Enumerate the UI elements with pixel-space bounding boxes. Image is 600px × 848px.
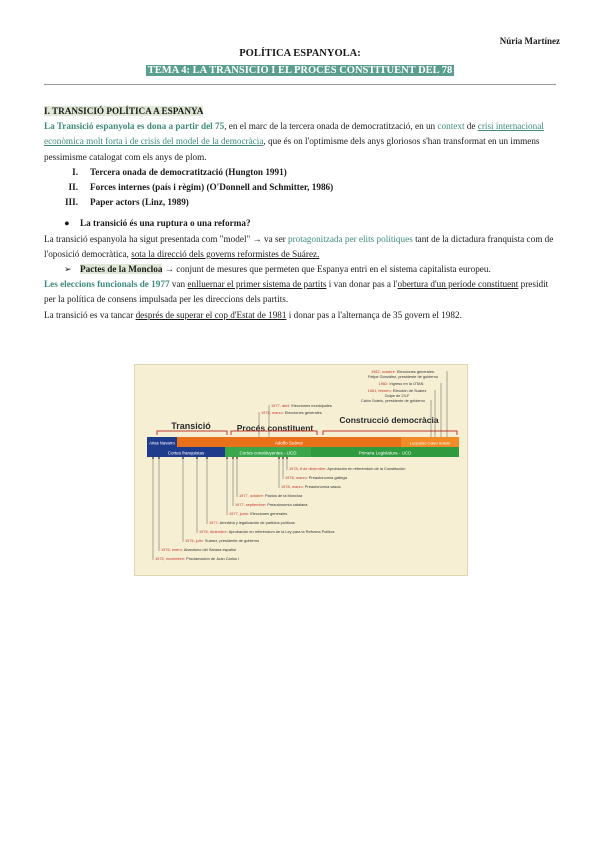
phase-proces: Procés constituent: [236, 423, 314, 433]
intro-text-1: , en el marc de la tercera onada de democratització, en un: [224, 121, 438, 132]
elections-text-1: van: [169, 279, 188, 290]
bullet-dot-icon: ●: [64, 218, 70, 229]
moncloa-item: [64, 262, 556, 277]
list-item: [44, 165, 556, 180]
timeline-marker: [282, 457, 284, 459]
timeline-event-label: 1977, septiembre: Preautonomía catalana: [235, 502, 308, 507]
document-subtitle: [0, 60, 600, 78]
timeline-marker: [226, 457, 228, 459]
list-number: III.: [64, 197, 78, 208]
timeline-event-label: 1978, marzo: Preautonomía gallega: [285, 475, 347, 480]
header-divider: [44, 84, 556, 85]
closing-u1: després de superar el cop d'Estat de 1981: [135, 309, 287, 320]
elections-u2: obertura d'un període constituent: [397, 279, 519, 290]
model-text-2: tant de la dictadura franquista com de l'oposició democràtica,: [44, 233, 554, 259]
section-heading-text: I. TRANSICIÓ POLÍTICA A ESPANYA: [44, 106, 204, 116]
timeline-event-label: 1982: Ingreso en la OTAN: [378, 381, 424, 386]
list-number: II.: [68, 182, 78, 193]
timeline-event-label: 1977, octubre: Pactos de la Moncloa: [239, 493, 303, 498]
moncloa-label: Pactes de la Moncloa: [80, 264, 163, 275]
timeline-marker: [158, 457, 160, 459]
author-name: Núria Martínez: [499, 36, 560, 46]
timeline-event-label: Golpe de 23-F: [384, 393, 410, 398]
timeline-marker: [236, 457, 238, 459]
model-text-1: La transició espanyola ha sigut presentada com "model" → va ser: [44, 233, 289, 244]
question-bullet: [64, 216, 556, 231]
model-elits: protagonitzada per elits polítiques: [288, 233, 413, 244]
question-text: La transició és una ruptura o una reforma?: [80, 218, 251, 229]
timeline-event-label: 1976, julio: Suárez, presidente de gobierno: [185, 538, 260, 543]
timeline-event-label: Calvo Sotelo, presidente de gobierno: [360, 398, 426, 403]
elections-u1: enlluernar el primer sistema de partits: [187, 279, 327, 290]
timeline-event-label: 1978, marzo: Elecciones generales: [261, 410, 322, 415]
paragraph-elections: [44, 277, 556, 307]
timeline-marker: [232, 457, 234, 459]
model-suarez: sota la direcció dels governs reformistes de Suárez.: [131, 248, 320, 259]
timeline-event-label: Felipe González, presidente de gobierno: [367, 374, 439, 379]
timeline-event-label: 1977: Amnistía y legalización de partidos políticos: [209, 520, 295, 525]
list-bold: Forces internes (país i règim): [90, 182, 205, 193]
timeline-event-label: 1977, junio: Elecciones generales: [229, 511, 288, 516]
bar-suarez-label: Adolfo Suárez: [274, 440, 304, 446]
phase-transicio: Transició: [171, 421, 211, 431]
timeline-event-label: 1977, abril: Elecciones municipales: [271, 403, 332, 408]
timeline-event-label: 1982, octubre: Elecciones generales.: [370, 369, 436, 374]
list-rest: (Linz, 1989): [139, 197, 189, 208]
bar-primera-legislatura-label: Primera Legislatura - UCD: [358, 450, 412, 456]
closing-text-1: La transició es va tancar: [44, 309, 136, 320]
timeline-marker: [196, 457, 198, 459]
phase-construccio: Construcció democràcia: [339, 415, 439, 425]
bar-cortes-franquistas-label: Cortes franquistas: [167, 450, 205, 456]
timeline-event-label: 1978, 6 de diciembre: Aprobación en referéndum de la Constitución: [289, 466, 406, 471]
list-rest: (Hungton 1991): [222, 166, 287, 177]
timeline-event-label: 1975, noviembre: Proclamación de Juan Carlos I: [155, 556, 240, 561]
timeline-event-label: 1976, enero: Abandono del Sahara español: [161, 547, 237, 552]
brace-construccio: [323, 431, 457, 435]
brace-transicio: [157, 431, 227, 435]
section-heading: [44, 104, 556, 119]
paragraph-closing: [44, 308, 556, 323]
timeline-marker: [206, 457, 208, 459]
timeline-marker: [278, 457, 280, 459]
timeline-marker: [152, 457, 154, 459]
transition-timeline-figure: [134, 364, 468, 576]
closing-text-2: i donar pas a l'alternança de 35 govern el 1982.: [286, 309, 462, 320]
document-body: [44, 104, 556, 323]
events-below: [152, 457, 405, 561]
timeline-marker: [286, 457, 288, 459]
elections-text-3: presidit per la política de consens impulsada per les direccions dels partits.: [44, 279, 549, 305]
arrowhead-icon: ➢: [64, 264, 72, 275]
elections-lead: Les eleccions funcionals de 1977: [44, 279, 170, 290]
paragraph-intro: [44, 119, 556, 165]
timeline-event-label: 1976, diciembre: Aprobación en referéndum de la Ley para la Reforma Política: [199, 529, 335, 534]
list-item: [44, 195, 556, 210]
timeline-event-label: 1978, marzo: Preautonomía vasca: [281, 484, 341, 489]
timeline-event-label: 1981, febrero: Elección de Suárez: [367, 388, 427, 393]
intro-text-2: de: [464, 121, 478, 132]
elections-text-2: i van donar pas a l': [326, 279, 398, 290]
intro-lead: La Transició espanyola es dona a partir del 75: [44, 121, 225, 132]
document-title: POLÍTICA ESPANYOLA:: [239, 48, 361, 59]
intro-context: context: [437, 121, 465, 132]
list-bold: Paper actors: [90, 197, 140, 208]
intro-crisis: crisi internacional econòmica molt forta i de crisis del model de la democràcia: [44, 121, 544, 147]
moncloa-text: → conjunt de mesures que permeten que Espanya entri en el sistema capitalista europeu.: [162, 264, 491, 275]
bar-arias-label: Arias Navarro: [149, 440, 175, 446]
timeline-marker: [182, 457, 184, 459]
list-number: I.: [72, 166, 78, 177]
intro-text-3: , que és on l'optimisme dels anys gloriosos s'han transformat en un immens pessimisme catalogat com els anys de plom.: [44, 136, 540, 162]
paragraph-model: [44, 232, 556, 262]
subtitle-text: TEMA 4: LA TRANSICIÓ I EL PROCÉS CONSTITUENT DEL 78: [147, 65, 453, 76]
bar-cortes-constituyentes-label: Cortes constituyentes - UCD: [239, 450, 297, 456]
list-bold: Tercera onada de democratització: [90, 166, 223, 177]
bar-calvo-label: Leopoldo Calvo Sotelo: [409, 440, 451, 446]
list-rest: (O'Donnell and Schmitter, 1986): [204, 182, 334, 193]
list-item: [44, 180, 556, 195]
